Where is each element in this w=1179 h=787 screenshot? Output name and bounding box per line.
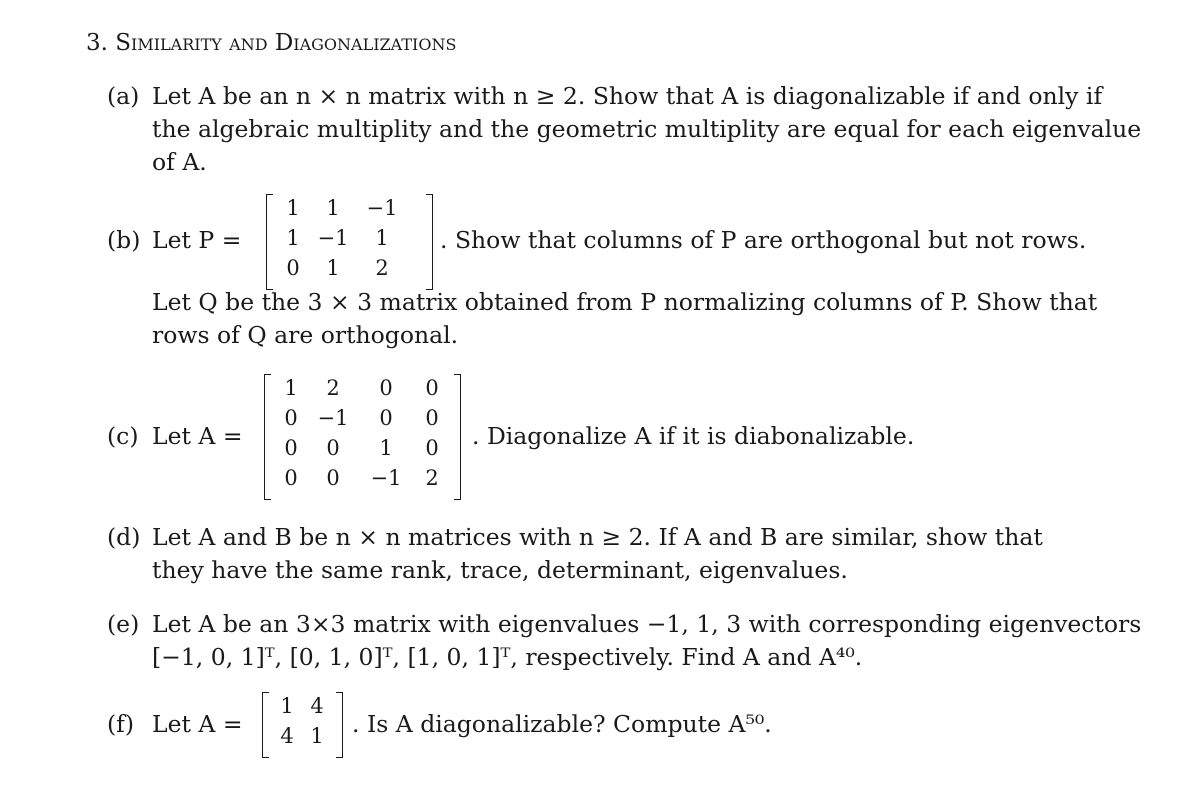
part-c-prefix: Let A = xyxy=(152,422,243,450)
matrix-c-cell: 0 xyxy=(284,436,298,460)
part-d-line-1: Let A and B be n × n matrices with n ≥ 2. If A and B are similar, show that xyxy=(152,523,1043,551)
matrix-c xyxy=(274,376,450,496)
matrix-p-cell: 1 xyxy=(375,226,389,250)
section-heading xyxy=(86,30,456,56)
matrix-c-cell: 2 xyxy=(326,376,340,400)
part-b-line-2: rows of Q are orthogonal. xyxy=(152,321,459,349)
part-f-prefix: Let A = xyxy=(152,710,243,738)
part-b-suffix: . Show that columns of P are orthogonal but not rows. xyxy=(440,226,1087,254)
matrix-c-cell: 0 xyxy=(284,466,298,490)
matrix-f-cell: 1 xyxy=(310,724,324,748)
matrix-c-cell: 0 xyxy=(425,436,439,460)
matrix-c-cell: 0 xyxy=(379,406,393,430)
part-f-label: (f) xyxy=(107,710,135,738)
part-a-label: (a) xyxy=(107,82,140,110)
part-b-line-1: Let Q be the 3 × 3 matrix obtained from P normalizing columns of P. Show that xyxy=(152,288,1098,316)
matrix-c-cell: 0 xyxy=(284,406,298,430)
part-b-prefix: Let P = xyxy=(152,226,242,254)
matrix-c-cell: −1 xyxy=(370,466,402,490)
matrix-p-left-bracket xyxy=(266,194,273,290)
matrix-f-right-bracket xyxy=(336,692,343,758)
matrix-f-left-bracket xyxy=(262,692,269,758)
matrix-c-cell: −1 xyxy=(317,406,349,430)
matrix-f-cell: 4 xyxy=(280,724,294,748)
section-number: 3. xyxy=(86,30,108,56)
matrix-c-cell: 1 xyxy=(284,376,298,400)
matrix-f-cell: 1 xyxy=(280,694,294,718)
part-e-line-2: [−1, 0, 1]ᵀ, [0, 1, 0]ᵀ, [1, 0, 1]ᵀ, respectively. Find A and A⁴⁰. xyxy=(152,643,863,671)
part-a-line-1: Let A be an n × n matrix with n ≥ 2. Show that A is diagonalizable if and only if xyxy=(152,82,1103,110)
matrix-c-cell: 0 xyxy=(326,436,340,460)
part-a-line-3: of A. xyxy=(152,148,207,176)
matrix-p xyxy=(276,196,408,286)
matrix-p-right-bracket xyxy=(426,194,433,290)
matrix-p-cell: 1 xyxy=(326,196,340,220)
matrix-p-cell: 1 xyxy=(326,256,340,280)
part-d-line-2: they have the same rank, trace, determinant, eigenvalues. xyxy=(152,556,848,584)
part-a-line-2: the algebraic multiplity and the geometric multiplity are equal for each eigenvalue xyxy=(152,115,1142,143)
matrix-f-cell: 4 xyxy=(310,694,324,718)
matrix-p-cell: 1 xyxy=(286,226,300,250)
part-d-label: (d) xyxy=(107,523,141,551)
matrix-p-cell: −1 xyxy=(366,196,398,220)
matrix-c-cell: 0 xyxy=(326,466,340,490)
part-c-label: (c) xyxy=(107,422,139,450)
matrix-f xyxy=(272,694,332,754)
part-e-line-1: Let A be an 3×3 matrix with eigenvalues −1, 1, 3 with corresponding eigenvectors xyxy=(152,610,1142,638)
matrix-p-cell: 0 xyxy=(286,256,300,280)
matrix-c-left-bracket xyxy=(264,374,271,500)
matrix-p-cell: 1 xyxy=(286,196,300,220)
part-b-label: (b) xyxy=(107,226,141,254)
part-c-suffix: . Diagonalize A if it is diabonalizable. xyxy=(472,422,915,450)
matrix-c-cell: 0 xyxy=(379,376,393,400)
matrix-c-cell: 2 xyxy=(425,466,439,490)
section-title: Similarity and Diagonalizations xyxy=(115,30,457,56)
part-e-label: (e) xyxy=(107,610,140,638)
matrix-c-cell: 0 xyxy=(425,406,439,430)
matrix-c-cell: 1 xyxy=(379,436,393,460)
matrix-c-cell: 0 xyxy=(425,376,439,400)
part-f-suffix: . Is A diagonalizable? Compute A⁵⁰. xyxy=(352,710,772,738)
matrix-p-cell: 2 xyxy=(375,256,389,280)
matrix-p-cell: −1 xyxy=(317,226,349,250)
matrix-c-right-bracket xyxy=(454,374,461,500)
